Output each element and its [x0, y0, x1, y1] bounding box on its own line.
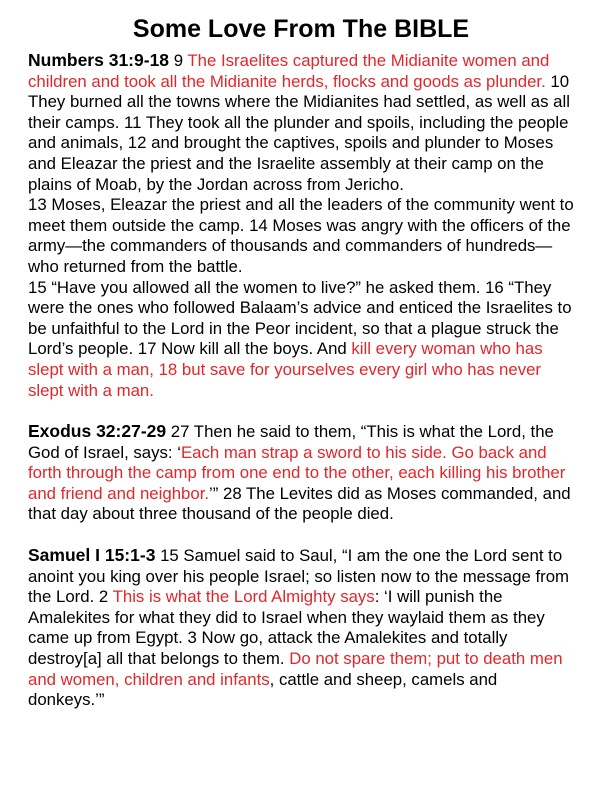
highlighted-text: The Israelites captured the Midianite women and children and took all the Midianite herds, flocks and goods as plunder. — [28, 51, 550, 91]
passage-spacer — [28, 401, 574, 421]
body-text: 27 Then he said to them, “This is what the Lord, the God of Israel, says: ‘ — [28, 422, 554, 462]
paragraph — [28, 545, 574, 711]
verse-reference: Numbers 31:9-18 — [28, 50, 170, 70]
paragraph — [28, 195, 574, 277]
page-title: Some Love From The BIBLE — [132, 15, 470, 43]
verse-reference: Samuel I 15:1-3 — [28, 545, 156, 566]
body-text: 13 Moses, Eleazar the priest and all the leaders of the community went to meet them outside the camp. 14 Moses was angry with the officers of the army—the commanders of thousands and commanders of hundreds—who returned from the battle. — [28, 195, 574, 276]
body-text: ’” 28 The Levites did as Moses commanded, and that day about three thousand of the people died. — [28, 483, 571, 524]
body-text: 10 They burned all the towns where the Midianites had settled, as well as all their camps. 11 They took all the plunder and spoils, including the people and animals, 12 and brought the captives, spoils and plunder to Moses and Eleazar the priest and the Israelite assembly at their camp on the plains of Moab, by the Jordan across from Jericho. — [28, 71, 570, 194]
highlighted-text: Do not spare them; put to death men and women, children and infants — [28, 649, 563, 689]
exodus-passage — [28, 421, 574, 525]
highlighted-text: Each man strap a sword to his side. Go back and forth through the camp from one end to the other, each killing his brother and friend and neighbor. — [28, 442, 566, 503]
samuel-passage — [28, 545, 574, 711]
numbers-passage — [28, 50, 574, 401]
paragraph — [28, 50, 574, 195]
body-text: , cattle and sheep, camels and donkeys.’” — [28, 669, 498, 710]
paragraph — [28, 421, 574, 525]
body-text: : ‘I will punish the Amalekites for what they did to Israel when they waylaid them as they came up from Egypt. 3 Now go, attack the Amalekites and totally destroy[a] all that belongs to them. — [28, 587, 545, 669]
body-text: 15 Samuel said to Saul, “I am the one the Lord sent to anoint you king over his people Israel; so listen now to the message from the Lord. 2 — [28, 546, 570, 607]
paragraph — [28, 278, 574, 402]
highlighted-text: This is what the Lord Almighty says — [112, 587, 375, 607]
passage-spacer — [28, 525, 574, 545]
passages-container — [28, 50, 574, 711]
body-text: 15 “Have you allowed all the women to live?” he asked them. 16 “They were the ones who followed Balaam’s advice and enticed the Israelites to be unfaithful to the Lord in the Peor incident, so that a plague struck the Lord’s people. 17 Now kill all the boys. And — [28, 277, 572, 359]
highlighted-text: kill every woman who has slept with a man, 18 but save for yourselves every girl who has never slept with a man. — [28, 339, 543, 400]
body-text: 9 — [169, 51, 188, 70]
verse-reference: Exodus 32:27-29 — [28, 421, 167, 442]
